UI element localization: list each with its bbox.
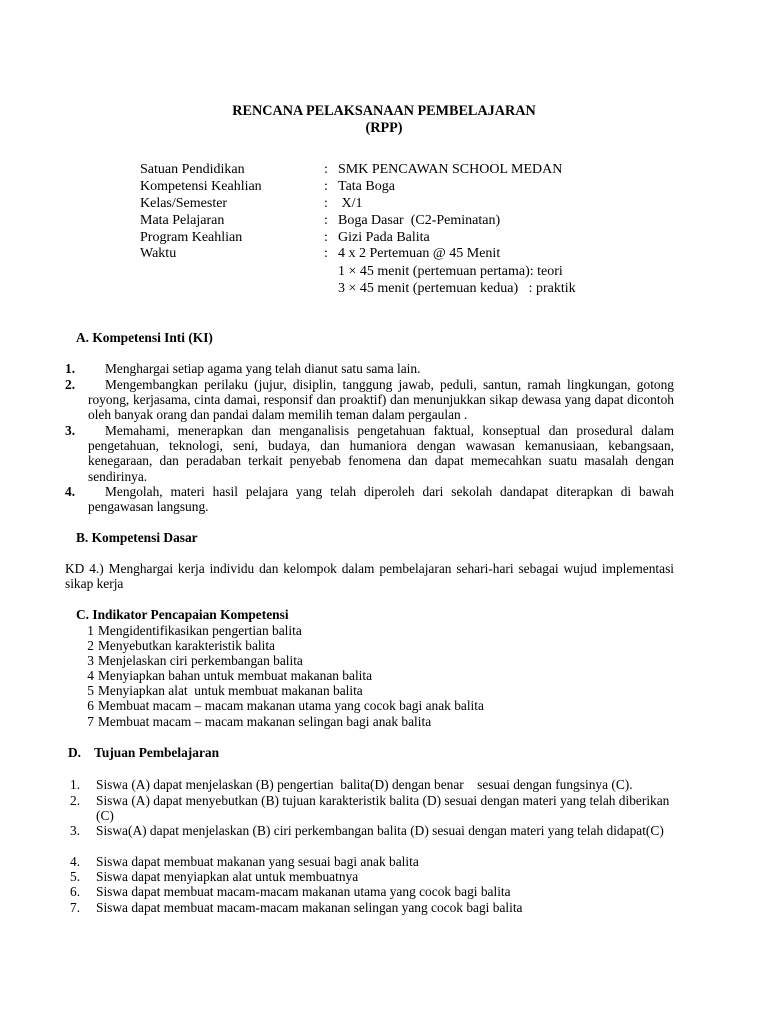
meta-colon: :: [324, 246, 328, 261]
ki-text: Mengembangkan perilaku (jujur, disiplin, tanggung jawab, peduli, santun, ramah lingkungan, gotong royong, kerjasama, cinta damai, responsif dan proaktif) dan menunjukkan sikap dewasa yang dapat dicontoh oleh banyak orang dan pandai dalam memilih teman dalam pergaulan .: [88, 377, 674, 423]
meta-label: Satuan Pendidikan: [140, 162, 245, 177]
indikator-number: 5: [87, 683, 94, 698]
indikator-number: 2: [87, 638, 94, 653]
tujuan-item: [70, 900, 670, 915]
tujuan-item: [70, 884, 670, 899]
tujuan-text: Siswa dapat menyiapkan alat untuk membuatnya: [96, 869, 359, 884]
tujuan-number: 2.: [70, 793, 81, 808]
indikator-number: 3: [87, 653, 94, 668]
tujuan-item: [70, 854, 670, 869]
meta-colon: :: [324, 213, 328, 228]
tujuan-text: Siswa (A) dapat menyebutkan (B) tujuan karakteristik balita (D) sesuai dengan materi yang telah diberikan (C): [96, 793, 670, 824]
meta-row-satuan: [140, 162, 640, 179]
ki-number: 1.: [65, 361, 76, 376]
meta-label: Kelas/Semester: [140, 196, 228, 211]
section-b-heading: B. Kompetensi Dasar: [76, 530, 198, 545]
tujuan-text: Siswa dapat membuat macam-macam makanan selingan yang cocok bagi balita: [96, 900, 523, 915]
indikator-number: 1: [87, 623, 94, 638]
tujuan-text: Siswa dapat membuat macam-macam makanan utama yang cocok bagi balita: [96, 884, 511, 899]
meta-value: X/1: [338, 196, 363, 211]
meta-row-mapel: [140, 213, 640, 230]
meta-colon: :: [324, 162, 328, 177]
meta-label: Program Keahlian: [140, 230, 243, 245]
meta-label: Kompetensi Keahlian: [140, 179, 262, 194]
meta-row-program: [140, 230, 640, 247]
tujuan-item: [70, 869, 670, 884]
tujuan-number: 3.: [70, 823, 81, 838]
ki-item: [65, 423, 674, 484]
indikator-text: Menyiapkan bahan untuk membuat makanan balita: [98, 668, 373, 683]
ki-text: Mengolah, materi hasil pelajara yang telah diperoleh dari sekolah dandapat diterapkan di bawah pengawasan langsung.: [88, 484, 674, 515]
ki-item: [65, 377, 674, 423]
indikator-number: 6: [87, 698, 94, 713]
tujuan-number: 7.: [70, 900, 81, 915]
indikator-text: Mengidentifikasikan pengertian balita: [98, 623, 302, 638]
meta-label: Mata Pelajaran: [140, 213, 225, 228]
tujuan-item: [70, 777, 670, 792]
meta-row-kelas: [140, 196, 640, 213]
meta-colon: :: [324, 179, 328, 194]
indikator-text: Menjelaskan ciri perkembangan balita: [98, 653, 303, 668]
tujuan-item: [70, 823, 670, 838]
indikator-number: 4: [87, 668, 94, 683]
ki-number: 4.: [65, 484, 76, 499]
waktu-detail-teori: 1 × 45 menit (pertemuan pertama): teori: [338, 264, 563, 279]
meta-label: Waktu: [140, 246, 177, 261]
document-subtitle: (RPP): [365, 120, 403, 136]
tujuan-text: Siswa(A) dapat menjelaskan (B) ciri perkembangan balita (D) sesuai dengan materi yang telah didapat(C): [96, 823, 664, 838]
ki-text: Menghargai setiap agama yang telah dianut satu sama lain.: [105, 361, 421, 376]
section-c-heading: C. Indikator Pencapaian Kompetensi: [76, 607, 289, 622]
tujuan-number: 5.: [70, 869, 81, 884]
tujuan-number: 6.: [70, 884, 81, 899]
document-title: RENCANA PELAKSANAAN PEMBELAJARAN: [232, 103, 536, 119]
tujuan-text: Siswa (A) dapat menjelaskan (B) pengertian balita(D) dengan benar sesuai dengan fungsinya (C).: [96, 777, 633, 792]
indikator-text: Menyebutkan karakteristik balita: [98, 638, 275, 653]
indikator-text: Membuat macam – macam makanan utama yang cocok bagi anak balita: [98, 698, 484, 713]
tujuan-text: Siswa dapat membuat makanan yang sesuai bagi anak balita: [96, 854, 419, 869]
ki-item: [65, 484, 674, 514]
section-d-heading: D. Tujuan Pembelajaran: [68, 745, 220, 760]
indikator-number: 7: [87, 714, 94, 729]
ki-number: 2.: [65, 377, 76, 392]
meta-value: Boga Dasar (C2-Peminatan): [338, 213, 501, 228]
meta-colon: :: [324, 196, 328, 211]
indikator-text: Menyiapkan alat untuk membuat makanan balita: [98, 683, 363, 698]
meta-value: Gizi Pada Balita: [338, 230, 430, 245]
tujuan-number: 1.: [70, 777, 81, 792]
indikator-text: Membuat macam – macam makanan selingan bagi anak balita: [98, 714, 432, 729]
meta-colon: :: [324, 230, 328, 245]
ki-number: 3.: [65, 423, 76, 438]
meta-value: Tata Boga: [338, 179, 395, 194]
ki-text: Memahami, menerapkan dan menganalisis pengetahuan faktual, konseptual dan prosedural dalam pengetahuan, teknologi, seni, budaya, dan humaniora dengan wawasan kemanusiaan, kebangsaan, kenegaraan, dan peradaban terkait penyebab fenomena dan dapat memecahkan suatu masalah dengan sendirinya.: [88, 423, 674, 484]
kompetensi-dasar-text: KD 4.) Menghargai kerja individu dan kelompok dalam pembelajaran sehari-hari sebagai wujud implementasi sikap kerja: [65, 561, 674, 592]
meta-value: 4 x 2 Pertemuan @ 45 Menit: [338, 246, 501, 261]
tujuan-number: 4.: [70, 854, 81, 869]
meta-row-waktu: [140, 246, 640, 263]
section-a-heading: A. Kompetensi Inti (KI): [76, 330, 213, 345]
ki-item: [65, 361, 674, 376]
meta-value: SMK PENCAWAN SCHOOL MEDAN: [338, 162, 563, 177]
tujuan-item: [70, 793, 670, 823]
meta-row-kompetensi: [140, 179, 640, 196]
waktu-detail-praktik: 3 × 45 menit (pertemuan kedua) : praktik: [338, 281, 576, 296]
